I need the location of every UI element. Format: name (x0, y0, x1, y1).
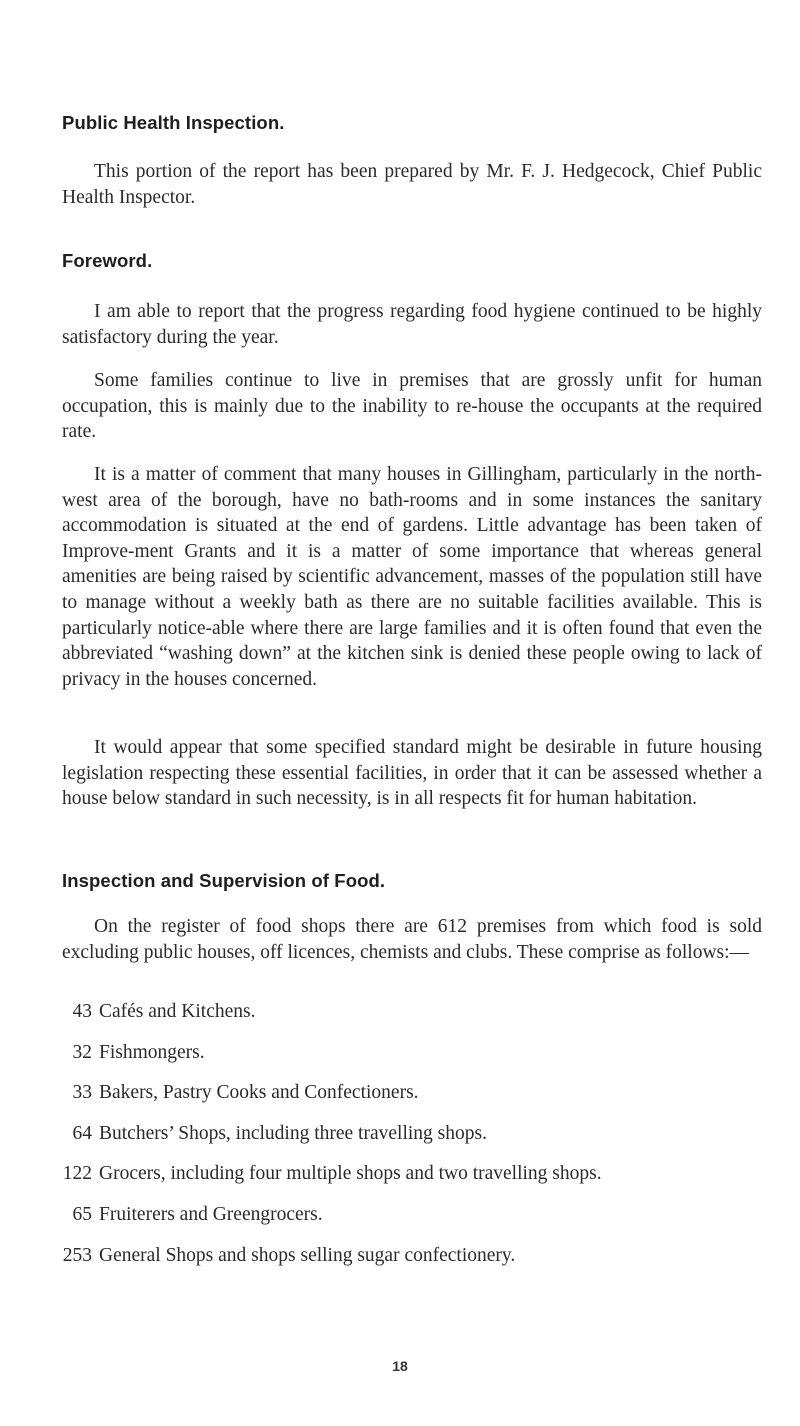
list-item (42, 999, 762, 1025)
premises-count: 32 (72, 1041, 92, 1063)
list-item (42, 1161, 762, 1187)
premises-count: 64 (72, 1122, 92, 1144)
list-item (42, 1243, 762, 1269)
heading-foreword: Foreword. (62, 250, 153, 271)
heading-inspection-supervision-food: Inspection and Supervision of Food. (62, 870, 386, 891)
premises-type: Butchers’ Shops, including three travelling shops. (99, 1122, 487, 1144)
paragraph-food-hygiene-progress: I am able to report that the progress regarding food hygiene continued to be highly satisfactory during the year. (62, 301, 762, 348)
premises-type: Fishmongers. (99, 1041, 205, 1063)
list-item (42, 1080, 762, 1106)
list-item (42, 1040, 762, 1066)
premises-type: Fruiterers and Greengrocers. (99, 1203, 323, 1225)
premises-count: 122 (62, 1163, 92, 1185)
paragraph-bathroom-amenities: It is a matter of comment that many houses in Gillingham, particularly in the north-west area of the borough, have no bath-rooms and in some instances the sanitary accommodation is situated at the end of gardens. Little advantage has been taken of Improve-ment Grants and it is a matter of some importance that whereas general amenities are being raised by scientific advancement, masses of the population still have to manage without a weekly bath as there are no suitable facilities available. This is particularly notice-able where there are large families and it is often found that even the abbreviated “washing down” at the kitchen sink is denied these people owing to lack of privacy in the houses concerned. (62, 464, 762, 690)
premises-type: Grocers, including four multiple shops and two travelling shops. (99, 1163, 602, 1185)
premises-count: 65 (72, 1203, 92, 1225)
premises-type: General Shops and shops selling sugar confectionery. (99, 1244, 516, 1266)
premises-count: 33 (72, 1082, 92, 1104)
premises-type: Cafés and Kitchens. (99, 1001, 256, 1022)
paragraph-food-register: On the register of food shops there are 612 premises from which food is sold excluding public houses, off licences, chemists and clubs. These comprise as follows:— (62, 916, 762, 963)
heading-public-health-inspection: Public Health Inspection. (62, 112, 285, 133)
paragraph-housing-legislation: It would appear that some specified standard might be desirable in future housing legislation respecting these essential facilities, in order that it can be assessed whether a house below standard in such necessity, is in all respects fit for human habitation. (62, 737, 762, 810)
premises-count: 43 (72, 1001, 92, 1022)
paragraph-report-preparer: This portion of the report has been prepared by Mr. F. J. Hedgecock, Chief Public Health Inspector. (62, 161, 762, 208)
page-number: 18 (392, 1358, 408, 1374)
paragraph-unfit-premises: Some families continue to live in premises that are grossly unfit for human occupation, this is mainly due to the inability to re-house the occupants at the required rate. (62, 370, 762, 443)
list-item (42, 1202, 762, 1228)
premises-count: 253 (62, 1244, 92, 1266)
list-item (42, 1121, 762, 1147)
premises-type: Bakers, Pastry Cooks and Confectioners. (99, 1082, 419, 1104)
food-premises-list (42, 999, 762, 1268)
